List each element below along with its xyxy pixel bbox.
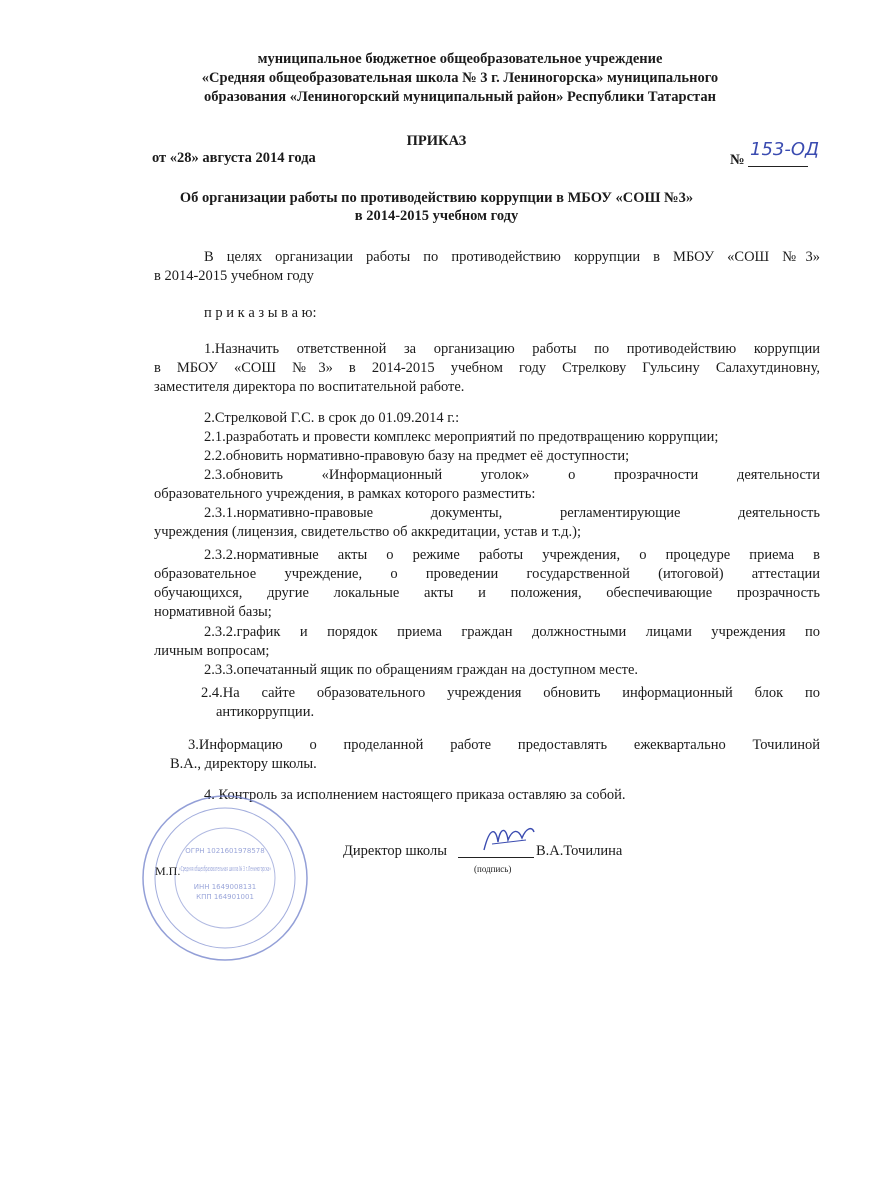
item-2-3-2-line-2: образовательное учреждение, о проведении государственной (итоговой) аттестации (154, 566, 820, 582)
item-2-3-line-1: 2.3.обновить «Информационный уголок» о прозрачности деятельности (204, 467, 820, 483)
stamp-text: «Средняя общеобразовательная школа № 3 г.Лениногорска» (179, 865, 271, 873)
stamp-kpp: КПП 164901001 (196, 893, 254, 901)
item-2-2: 2.2.обновить нормативно-правовую базу на предмет её доступности; (204, 448, 630, 464)
preamble-line-2: в 2014-2015 учебном году (154, 268, 314, 284)
signature-caption: (подпись) (474, 864, 512, 874)
item-1-line-3: заместителя директора по воспитательной работе. (154, 379, 465, 395)
subject-line-1: Об организации работы по противодействию коррупции в МБОУ «СОШ №3» (179, 190, 694, 206)
institution-line-3: образования «Лениногорский муниципальный район» Республики Татарстан (204, 89, 716, 105)
item-2-3-2-line-4: нормативной базы; (154, 604, 272, 620)
seal-place-label: М.П. (155, 864, 181, 878)
item-2-3-2b-line-2: личным вопросам; (154, 643, 270, 659)
item-2-3-line-2: образовательного учреждения, в рамках которого разместить: (154, 486, 536, 502)
director-name: В.А.Точилина (536, 843, 623, 859)
item-2-4-line-2: антикоррупции. (216, 704, 315, 720)
order-number-prefix: № (730, 152, 745, 168)
item-2-3-1-line-1: 2.3.1.нормативно-правовые документы, регламентирующие деятельность (204, 505, 820, 521)
stamp-ogrn: ОГРН 1021601978578 (185, 847, 265, 855)
order-number-handwritten: 153-ОД (750, 139, 820, 160)
item-3-line-1: 3.Информацию о проделанной работе предоставлять ежеквартально Точилиной (188, 737, 820, 753)
item-3-line-2: В.А., директору школы. (170, 756, 317, 772)
handwritten-signature (478, 818, 538, 858)
item-2-3-2-line-1: 2.3.2.нормативные акты о режиме работы учреждения, о процедуре приема в (204, 547, 820, 563)
stamp-inn: ИНН 1649008131 (193, 883, 257, 891)
item-2-4-line-1: 2.4.На сайте образовательного учреждения обновить информационный блок по (201, 685, 820, 701)
item-4: 4. Контроль за исполнением настоящего приказа оставляю за собой. (204, 787, 626, 803)
director-role: Директор школы (343, 843, 447, 859)
order-word: п р и к а з ы в а ю: (204, 305, 317, 321)
item-2-3-1-line-2: учреждения (лицензия, свидетельство об аккредитации, устав и т.д.); (154, 524, 582, 540)
item-1-line-2: в МБОУ «СОШ №3» в 2014-2015 учебном году Стрелкову Гульсину Салахутдиновну, (154, 360, 820, 376)
number-underline (748, 166, 808, 167)
institution-line-2: «Средняя общеобразовательная школа № 3 г. Лениногорска» муниципального (201, 70, 719, 86)
item-1-line-1: 1.Назначить ответственной за организацию работы по противодействию коррупции (204, 341, 820, 357)
item-2-line-1: 2.Стрелковой Г.С. в срок до 01.09.2014 г.: (204, 410, 460, 426)
order-date: от «28» августа 2014 года (152, 150, 316, 166)
institution-line-1: муниципальное бюджетное общеобразовательное учреждение (257, 51, 663, 67)
item-2-3-2-line-3: обучающихся, другие локальные акты и положения, обеспечивающие прозрачность (154, 585, 820, 601)
item-2-3-3: 2.3.3.опечатанный ящик по обращениям граждан на доступном месте. (204, 662, 639, 678)
order-title: ПРИКАЗ (406, 133, 467, 149)
preamble-line-1: В целях организации работы по противодействию коррупции в МБОУ «СОШ №3» (204, 249, 820, 265)
item-2-3-2b-line-1: 2.3.2.график и порядок приема граждан должностными лицами учреждения по (204, 624, 820, 640)
subject-line-2: в 2014-2015 учебном году (354, 208, 519, 224)
item-2-1: 2.1.разработать и провести комплекс мероприятий по предотвращению коррупции; (204, 429, 719, 445)
